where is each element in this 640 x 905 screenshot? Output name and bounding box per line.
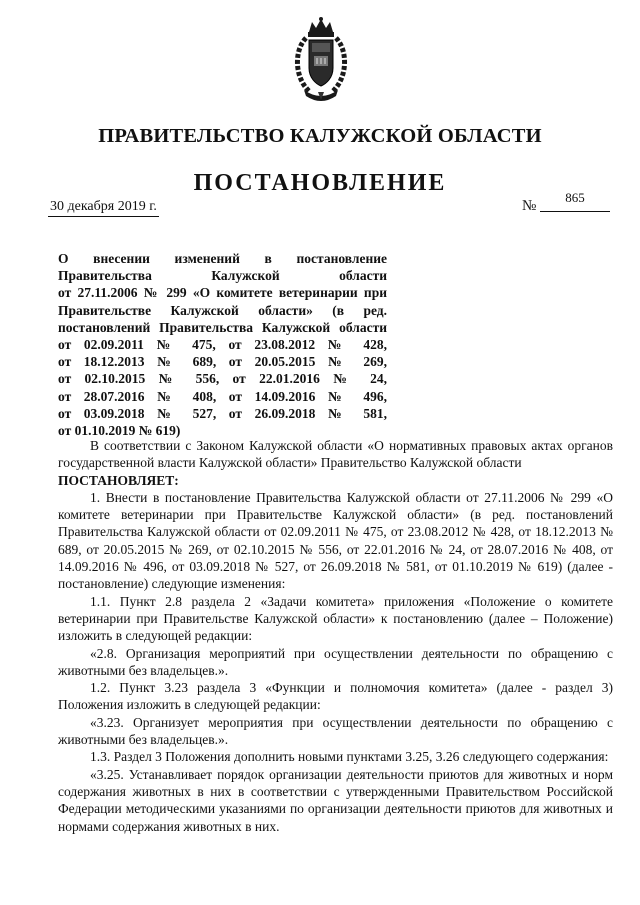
subject-line: от 03.09.2018 № 527, от 26.09.2018 № 581, <box>58 405 387 421</box>
paragraph-1-1-quote: «2.8. Организация мероприятий при осуществлении деятельности по обращению с животными без владельцев.». <box>58 645 613 678</box>
document-type-title: ПОСТАНОВЛЕНИЕ <box>193 170 447 196</box>
document-number-label: № <box>522 198 537 214</box>
paragraph-1: 1. Внести в постановление Правительства Калужской области от 27.11.2006 № 299 «О комитете ветеринарии при Правительстве Калужской области» (в ред. постановлений Правительства Калужской области от 02.09.2011 № 475, от 23.08.2012 № 428, от 18.12.2013 № 689, от 20.05.2015 № 269, от 02.10.2015 № 556, от 22.01.2016 № 24, от 28.07.2016 № 408, от 14.09.2016 № 496, от 03.09.2018 № 527, от 26.09.2018 № 581, от 01.10.2019 № 619) (далее - постановление) следующие изменения: <box>58 489 613 592</box>
document-body <box>58 437 613 835</box>
organization-title: ПРАВИТЕЛЬСТВО КАЛУЖСКОЙ ОБЛАСТИ <box>98 125 542 147</box>
decree-word: ПОСТАНОВЛЯЕТ: <box>58 472 179 488</box>
subject-line: Правительстве Калужской области» (в ред. <box>58 302 387 318</box>
subject-line: от 27.11.2006 № 299 «О комитете ветеринарии при <box>58 285 387 301</box>
paragraph-1-3-quote: «3.25. Устанавливает порядок организации деятельности приютов для животных и норм содержания животных в них в соответствии с утвержденными Правительством Российской Федерации методическими указаниями по организации деятельности приютов для животных и нормами содержания животных в них. <box>58 766 613 834</box>
document-number: 865 <box>540 190 610 212</box>
paragraph-1-1: 1.1. Пункт 2.8 раздела 2 «Задачи комитета» приложения «Положение о комитете ветеринарии при Правительстве Калужской области» к постановлению (далее – Положение) изложить в следующей редакции: <box>58 593 613 644</box>
preamble-paragraph: В соответствии с Законом Калужской области «О нормативных правовых актах органов государственной власти Калужской области» Правительство Калужской области <box>58 438 613 471</box>
paragraph-1-2: 1.2. Пункт 3.23 раздела 3 «Функции и полномочия комитета» (далее - раздел 3) Положения изложить в следующей редакции: <box>58 680 613 713</box>
subject-line: от 18.12.2013 № 689, от 20.05.2015 № 269, <box>58 354 387 370</box>
subject-line: от 01.10.2019 № 619) <box>58 423 181 439</box>
paragraph-1-2-quote: «3.23. Организует мероприятия при осуществлении деятельности по обращению с животными без владельцев.». <box>58 714 613 748</box>
subject-line: постановлений Правительства Калужской области <box>58 319 387 335</box>
subject-line: от 02.09.2011 № 475, от 23.08.2012 № 428, <box>58 337 387 353</box>
document-date: 30 декабря 2019 г. <box>48 199 159 217</box>
subject-line: от 02.10.2015 № 556, от 22.01.2016 № 24, <box>58 371 387 387</box>
subject-line: от 28.07.2016 № 408, от 14.09.2016 № 496, <box>58 388 387 404</box>
subject-line: Правительства Калужской области <box>58 268 387 284</box>
paragraph-1-3: 1.3. Раздел 3 Положения дополнить новыми пунктами 3.25, 3.26 следующего содержания: <box>90 749 609 765</box>
coat-of-arms-icon <box>292 16 350 104</box>
subject-line: О внесении изменений в постановление <box>58 251 387 266</box>
document-subject <box>58 250 387 439</box>
